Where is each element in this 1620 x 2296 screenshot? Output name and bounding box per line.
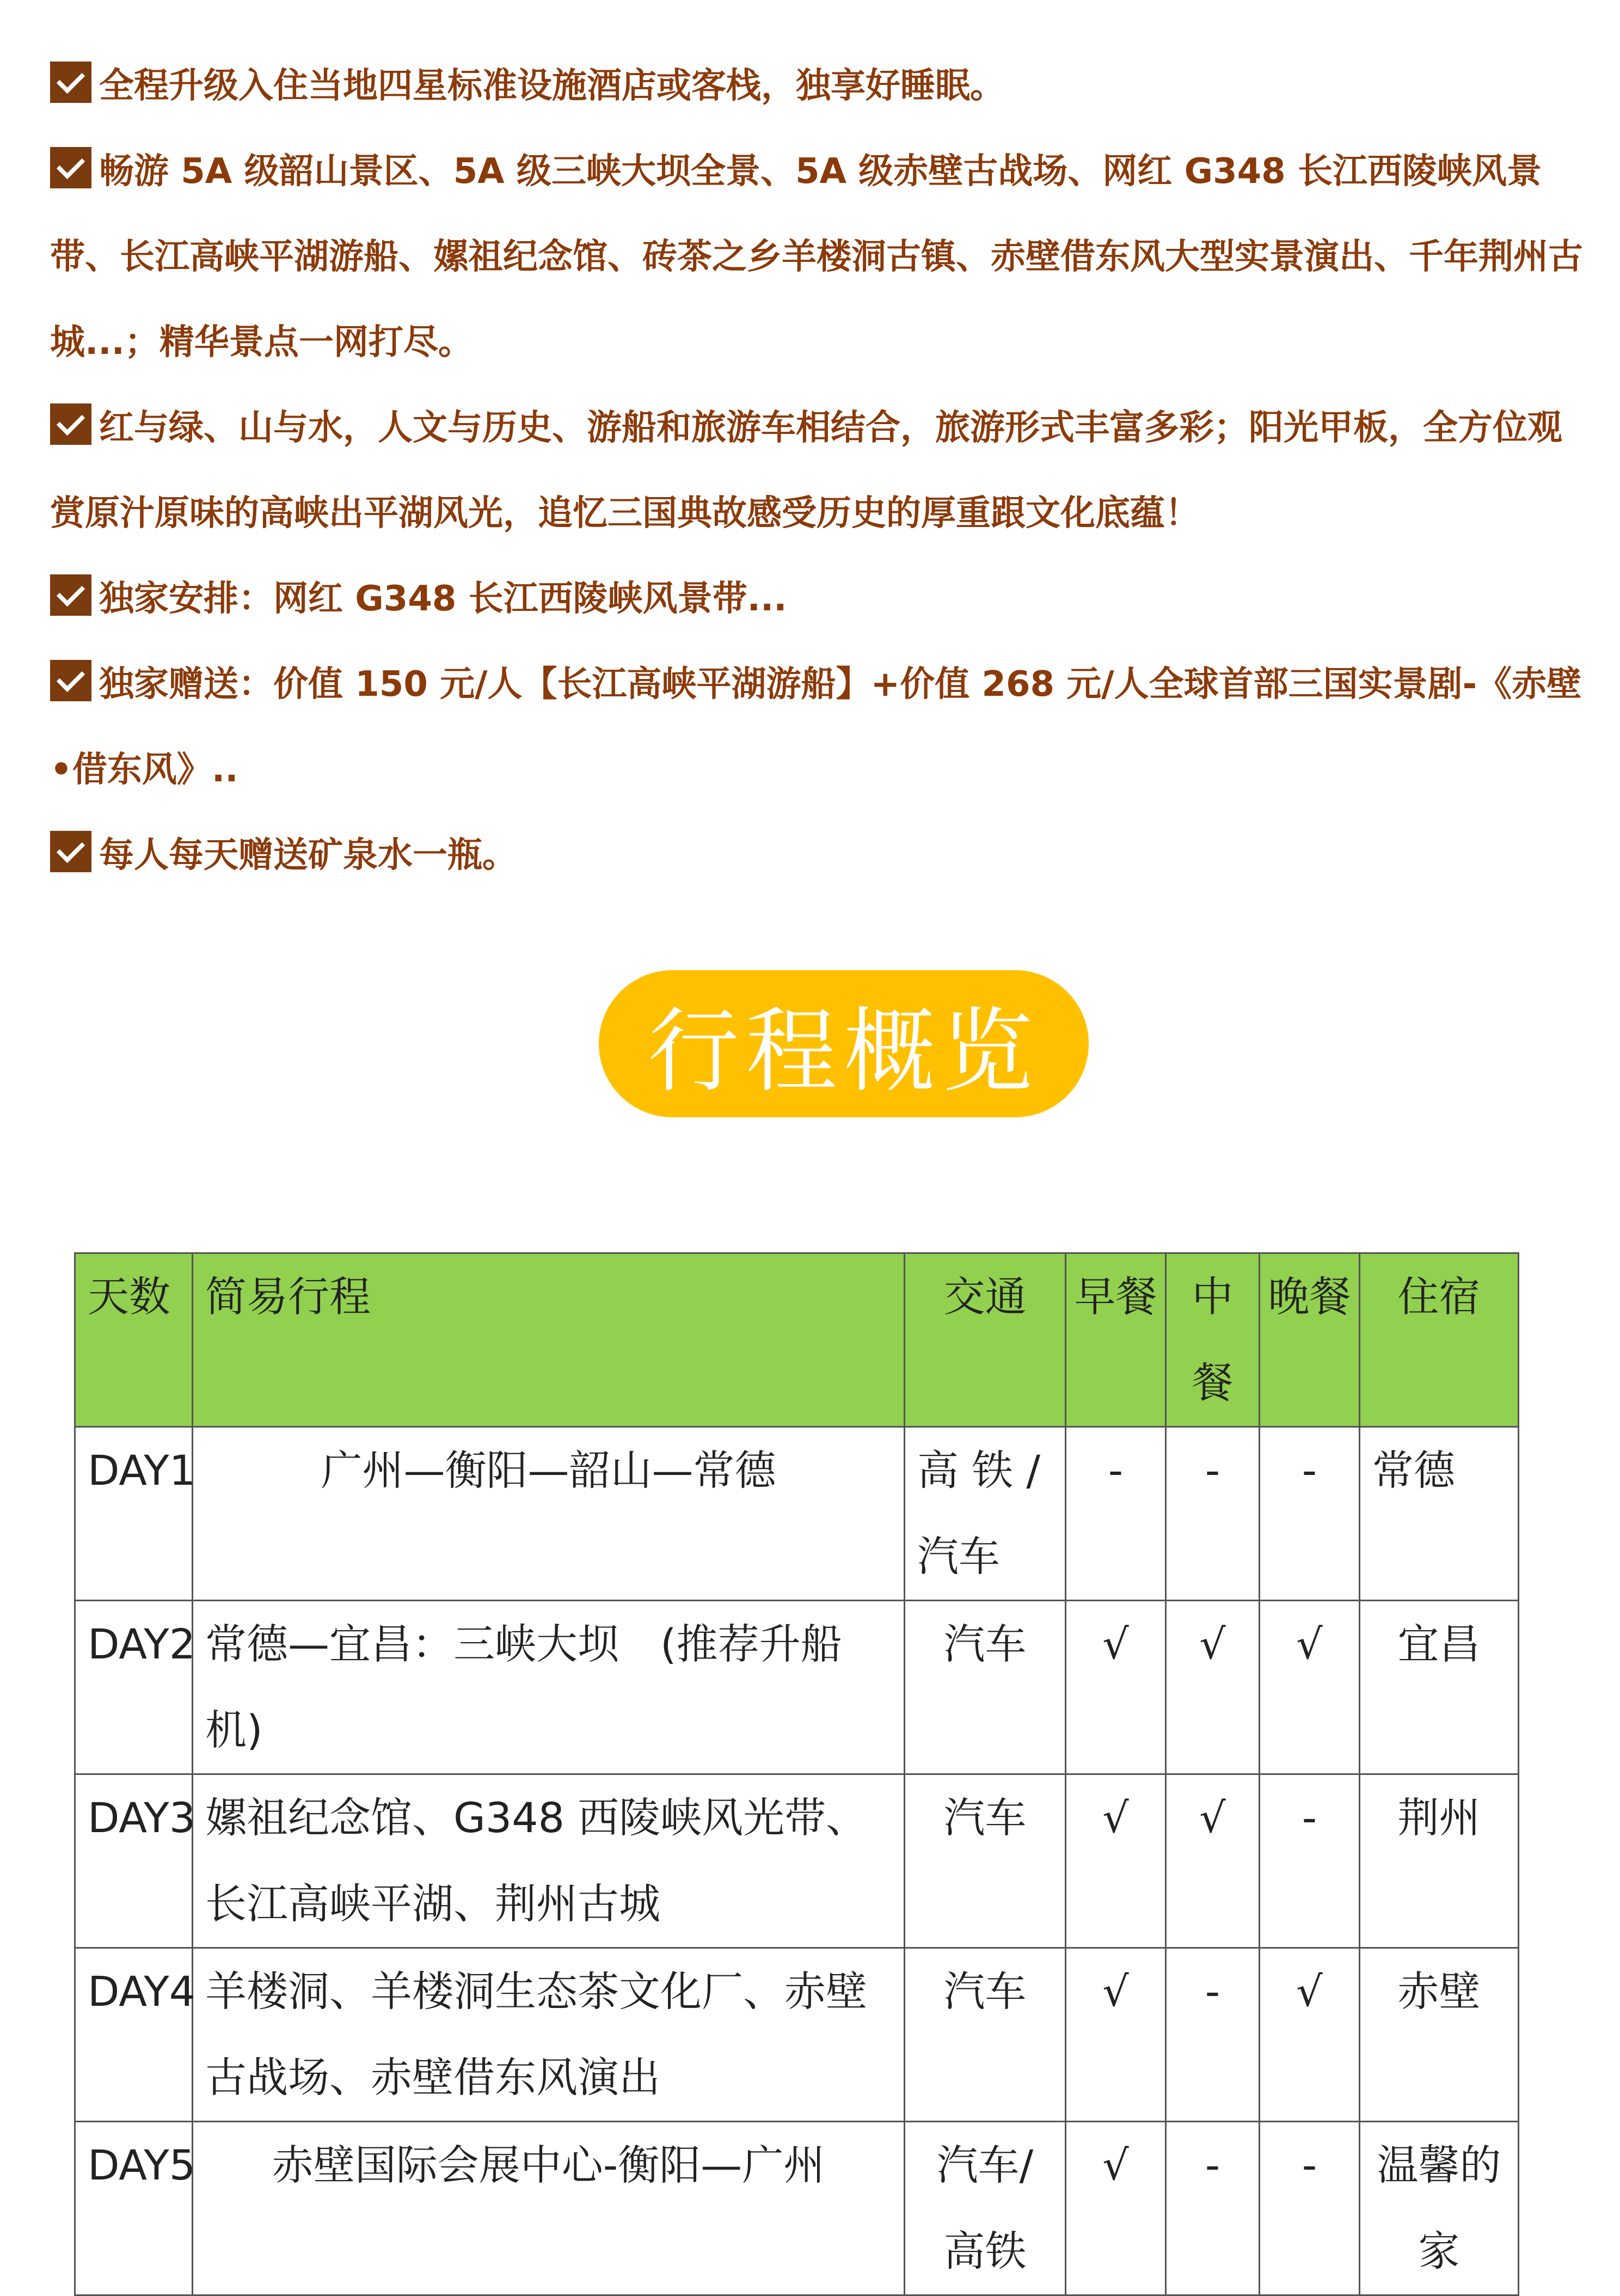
cell-day: DAY5 [75,2122,193,2295]
table-row [75,1774,1519,1948]
cell-day: DAY4 [75,1948,193,2122]
cell-dinner: - [1260,2122,1360,2295]
table-row [75,1601,1519,1774]
cell-lodging: 荆州 [1360,1774,1519,1948]
section-title-pill [599,970,1089,1117]
highlight-item: 每人每天赠送矿泉水一瓶。 [50,813,1591,898]
cell-lodging: 赤壁 [1360,1948,1519,2122]
checkbox-icon [50,831,91,872]
header-lunch: 中餐 [1166,1253,1260,1427]
cell-lunch: - [1166,1427,1260,1601]
header-transport: 交通 [905,1253,1066,1427]
highlights-list [50,44,1591,898]
header-itinerary: 简易行程 [193,1253,905,1427]
checkbox-icon [50,62,91,103]
cell-transport: 汽车 [905,1601,1066,1774]
cell-lunch: √ [1166,1601,1260,1774]
cell-breakfast: √ [1066,1774,1166,1948]
cell-transport: 汽车/高铁 [905,2122,1066,2295]
cell-itinerary: 嫘祖纪念馆、G348 西陵峡风光带、长江高峡平湖、荆州古城 [193,1774,905,1948]
header-dinner: 晚餐 [1260,1253,1360,1427]
cell-dinner: √ [1260,1601,1360,1774]
table-row [75,1427,1519,1601]
table-header-row [75,1253,1519,1427]
cell-day: DAY2 [75,1601,193,1774]
header-lodging: 住宿 [1360,1253,1519,1427]
cell-lodging: 常德 [1360,1427,1519,1601]
checkbox-icon [50,660,91,701]
cell-transport: 汽车 [905,1774,1066,1948]
cell-itinerary: 羊楼洞、羊楼洞生态茶文化厂、赤壁古战场、赤壁借东风演出 [193,1948,905,2122]
cell-dinner: - [1260,1774,1360,1948]
cell-transport: 汽车 [905,1948,1066,2122]
cell-dinner: √ [1260,1948,1360,2122]
checkbox-icon [50,574,91,616]
header-breakfast: 早餐 [1066,1253,1166,1427]
table-row [75,1948,1519,2122]
cell-transport: 高 铁 / 汽车 [905,1427,1066,1601]
cell-breakfast: - [1066,1427,1166,1601]
cell-lunch: - [1166,2122,1260,2295]
highlight-item: 独家赠送：价值 150 元/人【长江高峡平湖游船】+价值 268 元/人全球首部三国实景剧-《赤壁•借东风》.. [50,642,1591,813]
cell-lunch: - [1166,1948,1260,2122]
checkbox-icon [50,147,91,188]
cell-day: DAY3 [75,1774,193,1948]
cell-lunch: √ [1166,1774,1260,1948]
cell-itinerary: 广州—衡阳—韶山—常德 [193,1427,905,1601]
highlight-item: 红与绿、山与水，人文与历史、游船和旅游车相结合，旅游形式丰富多彩；阳光甲板，全方位观赏原汁原味的高峡出平湖风光，追忆三国典故感受历史的厚重跟文化底蕴！ [50,385,1591,556]
cell-dinner: - [1260,1427,1360,1601]
cell-breakfast: √ [1066,1948,1166,2122]
cell-lodging: 宜昌 [1360,1601,1519,1774]
header-day: 天数 [75,1253,193,1427]
cell-breakfast: √ [1066,1601,1166,1774]
table-row [75,2122,1519,2295]
itinerary-table [74,1252,1519,2296]
highlight-item: 全程升级入住当地四星标准设施酒店或客栈，独享好睡眠。 [50,44,1591,129]
cell-itinerary: 常德—宜昌：三峡大坝 (推荐升船机) [193,1601,905,1774]
cell-day: DAY1 [75,1427,193,1601]
section-title: 行程概览 [648,997,1040,1105]
cell-breakfast: √ [1066,2122,1166,2295]
highlight-item: 畅游 5A 级韶山景区、5A 级三峡大坝全景、5A 级赤壁古战场、网红 G348 长江西陵峡风景带、长江高峡平湖游船、嫘祖纪念馆、砖茶之乡羊楼洞古镇、赤壁借东风大型实景演出、千年荆州古城...；精华景点一网打尽。 [50,129,1591,385]
highlight-item: 独家安排：网红 G348 长江西陵峡风景带... [50,556,1591,642]
cell-itinerary: 赤壁国际会展中心-衡阳—广州 [193,2122,905,2295]
cell-lodging: 温馨的家 [1360,2122,1519,2295]
checkbox-icon [50,403,91,445]
